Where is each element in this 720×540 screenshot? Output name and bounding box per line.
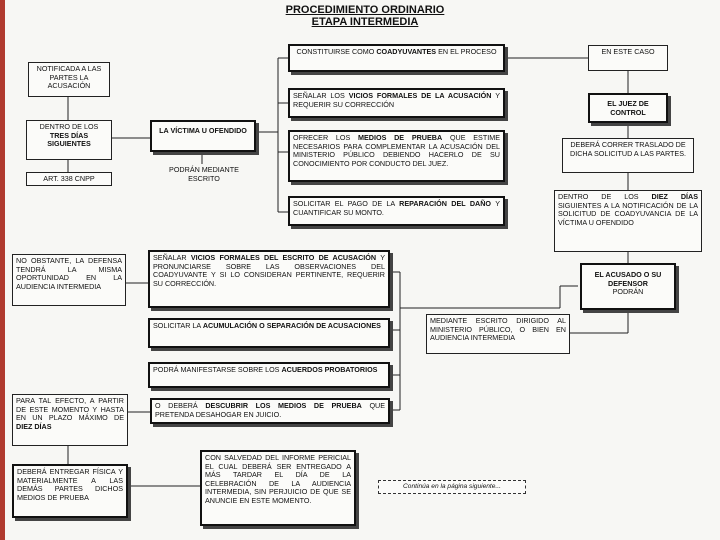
para-tal-pre: PARA TAL EFECTO, A PARTIR DE ESTE MOMENTO Y HASTA EN UN PLAZO MÁXIMO DE bbox=[16, 396, 124, 423]
acuerdos-emphasis: ACUERDOS PROBATORIOS bbox=[281, 365, 378, 374]
descubrir-emphasis: DESCUBRIR LOS MEDIOS DE PRUEBA bbox=[205, 401, 362, 410]
pago-emphasis: REPARACIÓN DEL DAÑO bbox=[399, 199, 492, 208]
box-acumulacion bbox=[148, 318, 390, 348]
box-solicitar-pago bbox=[288, 196, 505, 226]
en-este-caso-text: EN ESTE CASO bbox=[601, 47, 655, 56]
box-senalar-vicios-2 bbox=[148, 250, 390, 308]
coadyuvantes-pre: CONSTITUIRSE COMO bbox=[296, 47, 375, 56]
mediante-escrito-text: MEDIANTE ESCRITO DIRIGIDO AL MINISTERIO PÚBLICO, O BIEN EN AUDIENCIA INTERMEDIA bbox=[430, 316, 566, 343]
pago-pre: SOLICITAR EL PAGO DE LA bbox=[293, 199, 395, 208]
box-victima bbox=[150, 120, 256, 152]
ofrecer-emphasis: MEDIOS DE PRUEBA bbox=[358, 133, 443, 142]
box-juez-control bbox=[588, 93, 668, 123]
dentro-tres-text: DENTRO DE LOS bbox=[39, 122, 99, 131]
box-acuerdos-probatorios bbox=[148, 362, 390, 388]
con-salvedad-text: CON SALVEDAD DEL INFORME PERICIAL EL CUAL DEBERÁ SER ENTREGADO A MÁS TARDAR EL DÍA DE LA CELEBRACIÓN DE LA AUDIENCIA INTERMEDIA, SIN PERJUICIO DE QUE SE ANUNCIE EN ESTE MOMENTO. bbox=[205, 453, 351, 505]
box-continua bbox=[378, 480, 526, 494]
title-line-1: PROCEDIMIENTO ORDINARIO bbox=[285, 4, 445, 16]
vicios2-emphasis: VICIOS FORMALES DEL ESCRITO DE ACUSACIÓN bbox=[190, 253, 377, 262]
box-acusado-defensor bbox=[580, 263, 676, 310]
box-mediante-escrito bbox=[426, 314, 570, 354]
continua-text: Continúa en la página siguiente... bbox=[403, 483, 501, 490]
diez-emphasis: DIEZ DÍAS bbox=[651, 192, 698, 201]
coadyuvantes-post: EN EL PROCESO bbox=[438, 47, 497, 56]
box-dentro-tres-dias bbox=[26, 120, 112, 160]
vicios1-pre: SEÑALAR LOS bbox=[293, 91, 345, 100]
box-senalar-vicios-1 bbox=[288, 88, 505, 118]
descubrir-post: QUE PRETENDA DESAHOGAR EN JUICIO. bbox=[155, 401, 386, 419]
descubrir-pre: O DEBERÁ bbox=[155, 401, 198, 410]
pago-post: Y CUANTIFICAR SU MONTO. bbox=[293, 199, 501, 217]
box-descubrir-medios bbox=[150, 398, 390, 424]
coadyuvantes-emphasis: COADYUVANTES bbox=[376, 47, 437, 56]
box-art-338 bbox=[26, 172, 112, 186]
debera-correr-text: DEBERÁ CORRER TRASLADO DE DICHA SOLICITUD A LAS PARTES. bbox=[570, 140, 686, 158]
box-notificada bbox=[28, 62, 110, 97]
no-obstante-text: NO OBSTANTE, LA DEFENSA TENDRÁ LA MISMA OPORTUNIDAD EN LA AUDIENCIA INTERMEDIA bbox=[16, 256, 122, 291]
box-para-tal-efecto bbox=[12, 394, 128, 446]
box-debera-entregar bbox=[12, 464, 128, 518]
acumulacion-pre: SOLICITAR LA bbox=[153, 321, 201, 330]
vicios1-post: Y REQUERIR SU CORRECCIÓN bbox=[293, 91, 500, 109]
juez-control-text: EL JUEZ DE CONTROL bbox=[607, 99, 649, 117]
title-line-2: ETAPA INTERMEDIA bbox=[311, 16, 419, 28]
vicios1-emphasis: VICIOS FORMALES DE LA ACUSACIÓN bbox=[348, 91, 492, 100]
art-338-text: ART. 338 CNPP bbox=[43, 174, 95, 183]
vicios2-pre: SEÑALAR bbox=[153, 253, 187, 262]
victima-text: LA VÍCTIMA U OFENDIDO bbox=[159, 126, 247, 135]
vicios2-post: Y PRONUNCIARSE SOBRE LAS OBSERVACIONES DEL COADYUVANTE Y SI LO CONSIDERAN PERTINENTE, REQUERIR SU CORRECCIÓN. bbox=[153, 253, 386, 288]
box-debera-correr-traslado bbox=[562, 138, 694, 173]
box-con-salvedad bbox=[200, 450, 356, 526]
ofrecer-pre: OFRECER LOS bbox=[293, 133, 351, 142]
podran-mediante-text: PODRÁN MEDIANTE ESCRITO bbox=[169, 165, 239, 183]
para-tal-emphasis: DIEZ DÍAS bbox=[16, 421, 52, 431]
box-en-este-caso bbox=[588, 45, 668, 71]
podran-text: PODRÁN bbox=[612, 287, 644, 297]
acuerdos-pre: PODRÁ MANIFESTARSE SOBRE LOS bbox=[153, 365, 280, 374]
acumulacion-emphasis: ACUMULACIÓN O SEPARACIÓN DE ACUSACIONES bbox=[202, 321, 381, 330]
box-no-obstante bbox=[12, 254, 126, 306]
box-ofrecer-medios bbox=[288, 130, 505, 182]
box-podran-mediante bbox=[152, 164, 256, 186]
tres-dias-emphasis: TRES DÍAS SIGUIENTES bbox=[47, 130, 91, 149]
notificada-text: NOTIFICADA A LAS PARTES LA ACUSACIÓN bbox=[36, 64, 102, 91]
box-dentro-diez-dias bbox=[554, 190, 702, 252]
box-coadyuvantes bbox=[288, 44, 505, 72]
ofrecer-post: QUE ESTIME NECESARIOS PARA COMPLEMENTAR LA ACUSACIÓN DEL MINISTERIO PÚBLICO DEBIENDO HACERLO DE SU CONOCIMIENTO POR CONDUCTO DEL JUEZ. bbox=[293, 133, 501, 168]
page-title bbox=[240, 4, 490, 28]
diez-post: SIGUIENTES A LA NOTIFICACIÓN DE LA SOLICITUD DE COADYUVANCIA DE LA VÍCTIMA U OFENDIDO bbox=[558, 200, 698, 227]
acusado-defensor-text: EL ACUSADO O SU DEFENSOR bbox=[594, 270, 662, 288]
debera-entregar-text: DEBERÁ ENTREGAR FÍSICA Y MATERIALMENTE A LAS DEMÁS PARTES DICHOS MEDIOS DE PRUEBA bbox=[17, 467, 123, 502]
diez-pre: DENTRO DE LOS bbox=[558, 192, 639, 201]
